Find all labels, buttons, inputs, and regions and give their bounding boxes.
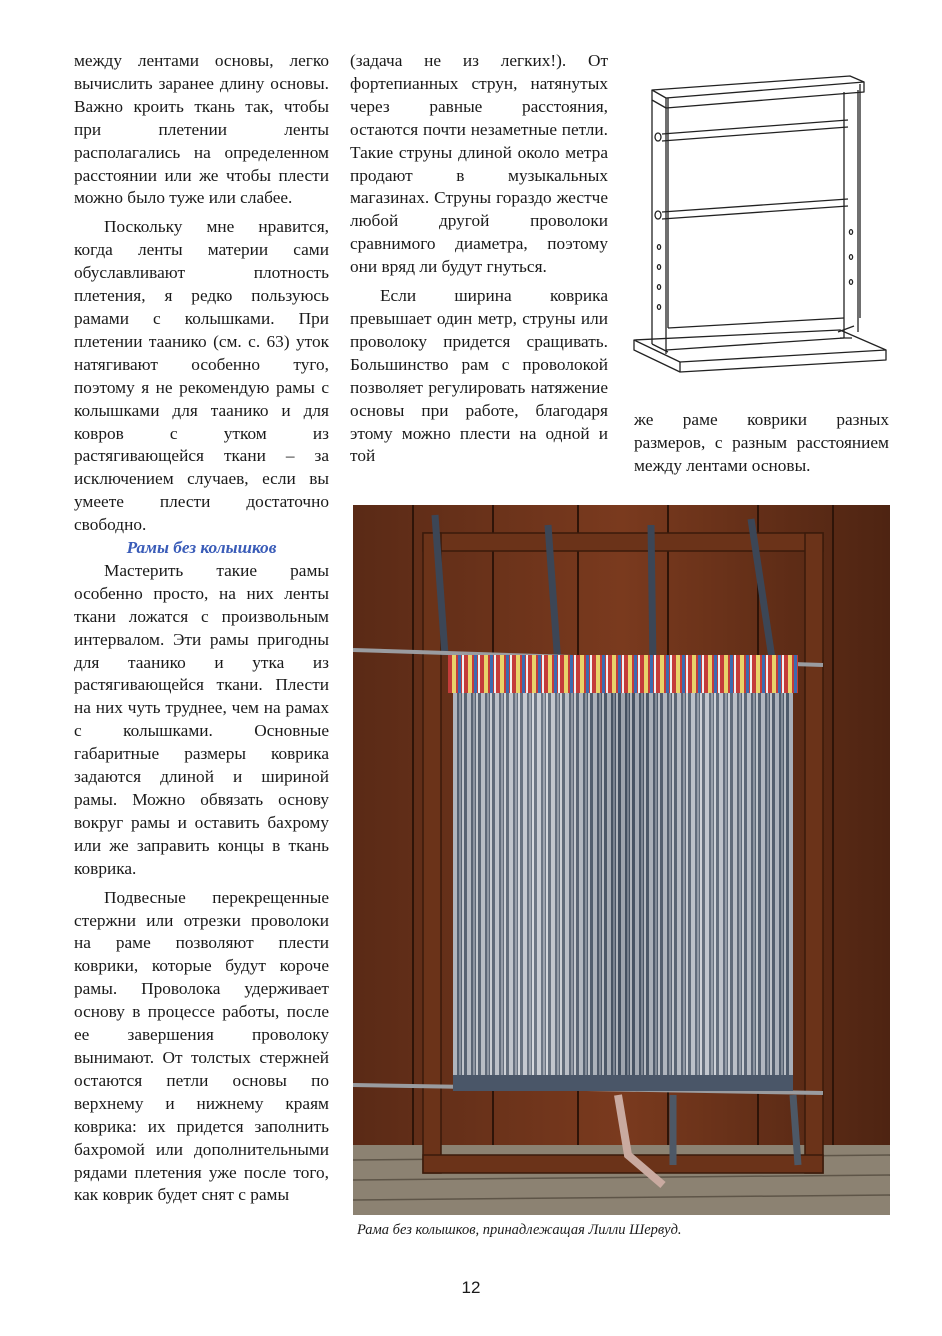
page-number: 12 (461, 1278, 481, 1297)
text-column-2 (350, 50, 608, 468)
text-column-1 (74, 50, 329, 1207)
paragraph: (задача не из легких!). От фортепианных струн, натянутых через равные расстояния, остаются почти незаметные петли. Такие струны длиной около метра продают в музыкальных магазинах. Струны гораздо жестче любой другой проволоки сравнимого диаметра, поэтому они вряд ли будут гнуться. (350, 51, 608, 277)
photo-caption: Рама без колышков, принадлежащая Лилли Шервуд. (357, 1222, 682, 1238)
loom-frame-illustration (628, 62, 890, 384)
paragraph: Подвесные перекрещенные стержни или отрезки проволоки на раме позволяют плести коврики, которые будут короче рамы. Проволока удерживает основу в процессе работы, после ее завершения проволоку вынимают. От толстых стержней остаются петли основы по верхнему и нижнему краям коврика: их придется заполнить бахромой или дополнительными рядами плетения уже после того, как коврик будет снят с рамы (74, 887, 329, 1205)
paragraph: Поскольку мне нравится, когда ленты материи сами обуславливают плотность плетения, я редко пользуюсь рамами с колышками. При плетении таанико (см. с. 63) уток натягивают особенно туго, поэтому я не рекомендую рамы с колышками для таанико и для ковров с утком из растягивающейся ткани – за исключением случаев, если вы умеете плести достаточно свободно. (74, 217, 329, 535)
loom-photo (353, 505, 890, 1215)
paragraph: Если ширина коврика превышает один метр, струны или проволоку придется сращивать. Большинство рам с проволокой позволяет регулировать натяжение основы при работе, благодаря этому можно плести на одной и той (350, 286, 608, 466)
paragraph: же раме коврики разных размеров, с разным расстоянием между лентами основы. (634, 410, 889, 475)
paragraph: Мастерить такие рамы особенно просто, на них ленты ткани ложатся с произвольным интервалом. Эти рамы пригодны для таанико и утка из растягивающейся ткани. Плести на них чуть труднее, чем на рамах с колышками. Основные габаритные размеры коврика задаются длиной и шириной рамы. Можно обвязать основу вокруг рамы и оставить бахрому или же заправить концы в ткань коврика. (74, 560, 329, 878)
paragraph: между лентами основы, легко вычислить заранее длину основы. Важно кроить ткань так, чтобы при плетении ленты располагались на определенном расстоянии или же чтобы плести можно было туже или слабее. (74, 51, 329, 208)
text-column-3 (634, 409, 889, 478)
section-heading: Рамы без колышков (126, 538, 277, 558)
